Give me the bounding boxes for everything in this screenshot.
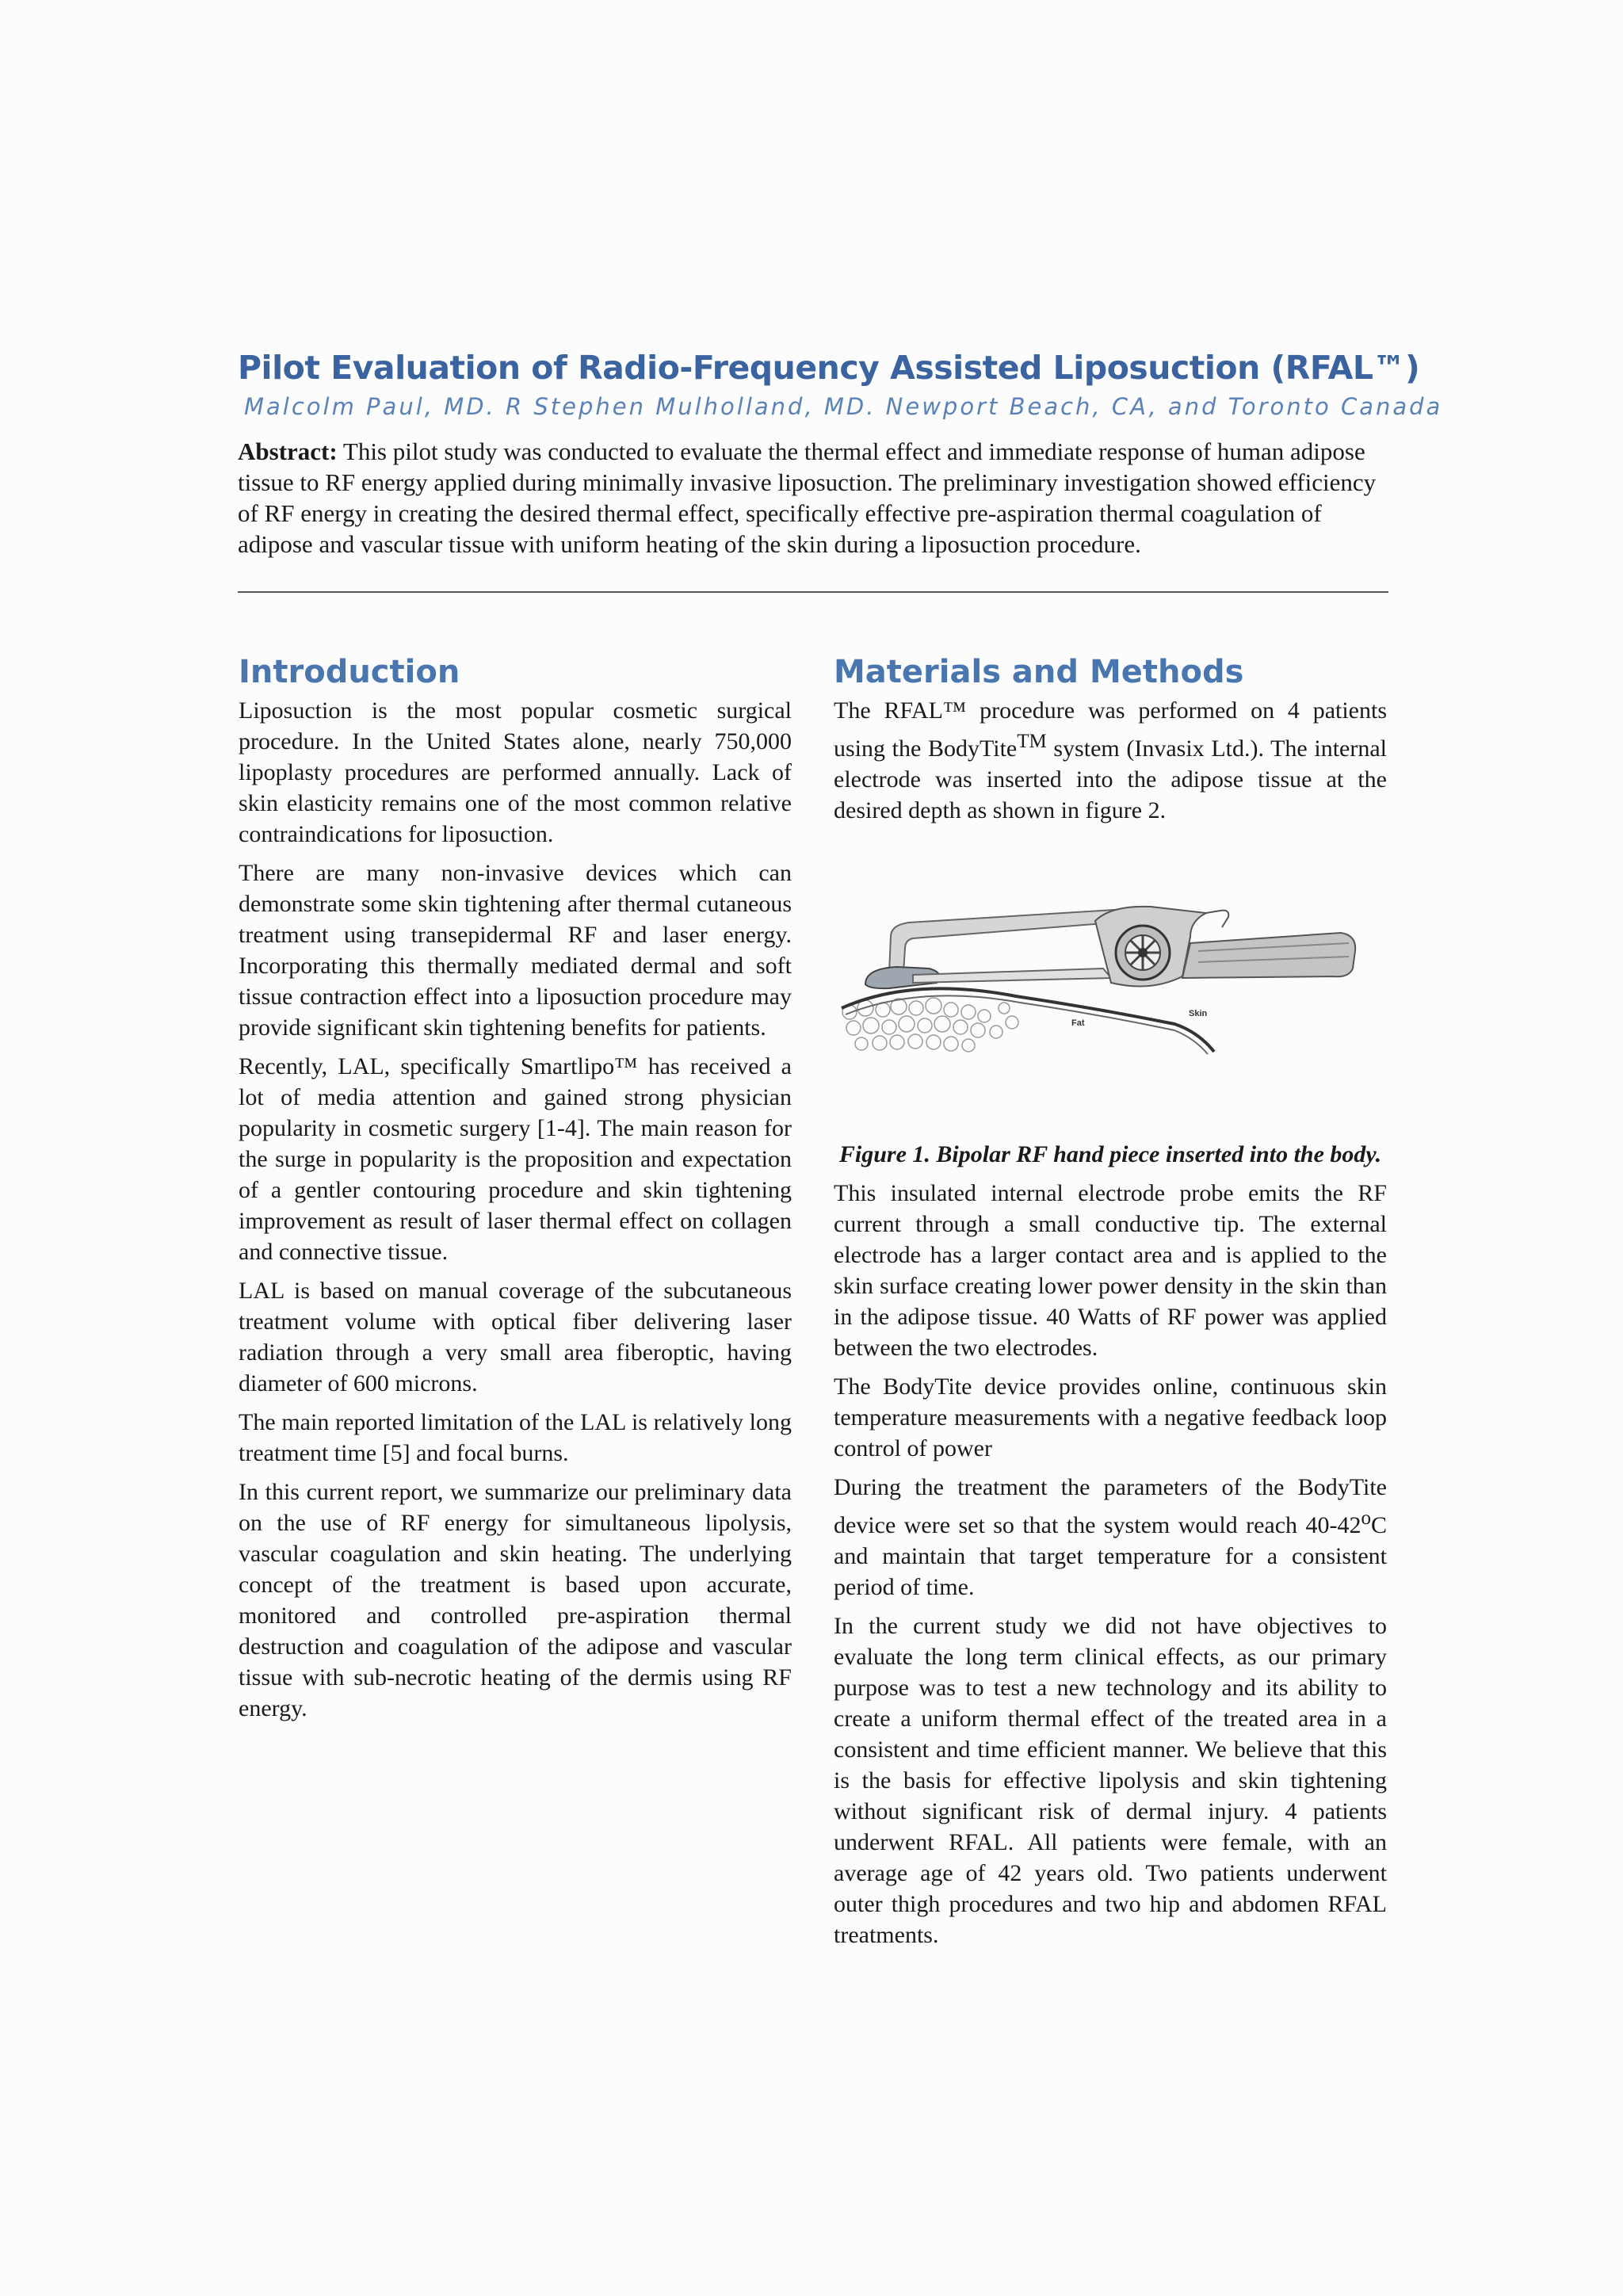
control-wheel — [1116, 926, 1170, 980]
abstract-label: Abstract: — [238, 437, 338, 465]
methods-heading: Materials and Methods — [834, 654, 1244, 690]
intro-paragraph: In this current report, we summarize our preliminary data on the use of RF energy for simultaneous lipolysis, vascular coagulation and skin heating. The underlying concept of the treatment is based upon accurate, monitored and controlled pre-aspiration thermal destruction and coagulation of the adipose and vascular tissue with sub-necrotic heating of the dermis using RF energy. — [239, 1479, 792, 1721]
handpiece-illustration — [834, 889, 1387, 1095]
intro-paragraph: LAL is based on manual coverage of the subcutaneous treatment volume with optical fiber delivering laser radiation through a very small area fiberoptic, having diameter of 600 microns. — [239, 1278, 792, 1396]
right-column — [834, 654, 1387, 1958]
intro-paragraph: The main reported limitation of the LAL is relatively long treatment time [5] and focal burns. — [239, 1409, 792, 1466]
paper-header — [238, 349, 1443, 560]
paper-title: Pilot Evaluation of Radio-Frequency Assisted Liposuction (RFAL™) — [238, 349, 1420, 387]
methods-intro-paragraph: The RFAL™ procedure was performed on 4 patients using the BodyTite™ system (Invasix Ltd.). The internal electrode was inserted into the adipose tissue at the desired depth as shown in figure 2. — [834, 697, 1387, 823]
intro-paragraph: Recently, LAL, specifically Smartlipo™ has received a lot of media attention and gained strong physician popularity in cosmetic surgery [1-4]. The main reason for the surge in popularity is the proposition and expectation of a gentler contouring procedure and skin tightening improvement as result of laser thermal effect on collagen and connective tissue. — [239, 1053, 792, 1265]
intro-paragraph: There are many non-invasive devices which can demonstrate some skin tightening after thermal cutaneous treatment using transepidermal RF and laser energy. Incorporating this thermally mediated dermal and soft tissue contraction effect into a liposuction procedure may provide significant skin tightening benefits for patients. — [239, 860, 792, 1041]
introduction-heading: Introduction — [239, 654, 460, 690]
methods-paragraph: The BodyTite device provides online, continuous skin temperature measurements with a negative feedback loop control of power — [834, 1373, 1387, 1461]
grip — [1182, 933, 1355, 978]
methods-paragraph: In the current study we did not have objectives to evaluate the long term clinical effects, as our primary purpose was to test a new technology and its ability to create a uniform thermal effect of the treated area in a consistent and time efficient manner. We believe that this is the basis for effective lipolysis and skin tightening without significant risk of dermal injury. 4 patients underwent RFAL. All patients were female, with an average age of 42 years old. Two patients underwent outer thigh procedures and two hip and abdomen RFAL treatments. — [834, 1613, 1387, 1948]
svg-text:Skin: Skin — [1189, 1009, 1208, 1018]
abstract — [238, 436, 1388, 560]
skin-layer — [842, 988, 1214, 1052]
methods-paragraph: This insulated internal electrode probe emits the RF current through a small conductive tip. The external electrode has a larger contact area and is applied to the skin surface creating lower power density in the skin than in the adipose tissue. 40 Watts of RF power was applied between the two electrodes. — [834, 1180, 1387, 1361]
author-line: Malcolm Paul, MD. R Stephen Mulholland, MD. Newport Beach, CA, and Toronto Canada — [244, 393, 1443, 420]
intro-paragraph: Liposuction is the most popular cosmetic surgical procedure. In the United States alone, nearly 750,000 lipoplasty procedures are performed annually. Lack of skin elasticity remains one of the most common relative contraindications for liposuction. — [239, 697, 792, 847]
abstract-text: This pilot study was conducted to evaluate the thermal effect and immediate response of human adipose tissue to RF energy applied during minimally invasive liposuction. The preliminary investigation showed efficiency of RF energy in creating the desired thermal effect, specifically effective pre-aspiration thermal coagulation of adipose and vascular tissue with uniform heating of the skin during a liposuction procedure. — [238, 437, 1377, 558]
figure-caption: Figure 1. Bipolar RF hand piece inserted into the body. — [838, 1141, 1382, 1167]
svg-text:Fat: Fat — [1071, 1018, 1085, 1028]
header-divider — [238, 591, 1388, 593]
handpiece-figure — [834, 889, 1387, 1095]
cannula — [913, 968, 1111, 983]
temperature-paragraph: During the treatment the parameters of the BodyTite device were set so that the system would reach 40-42$^o$C and maintain that target temperature for a consistent period of time. — [834, 1474, 1387, 1600]
left-column — [239, 654, 792, 1732]
